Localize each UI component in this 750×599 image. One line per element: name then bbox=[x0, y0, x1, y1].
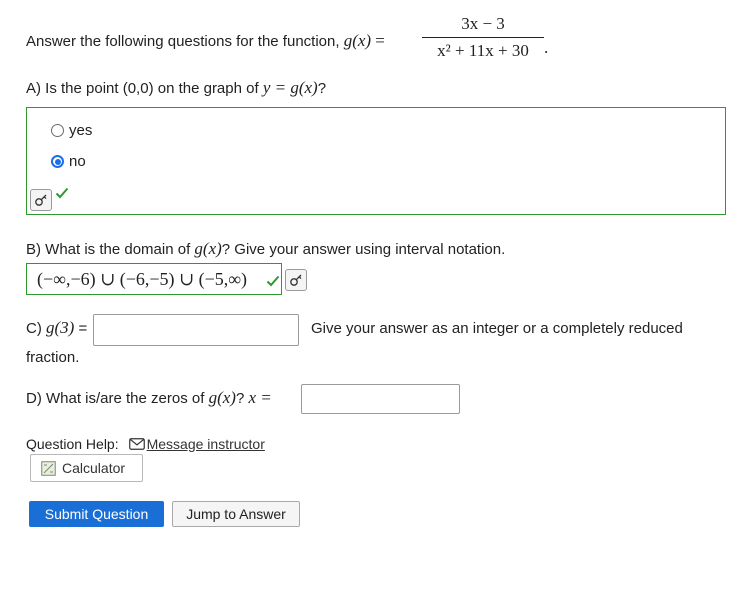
fraction-denominator: x² + 11x + 30 bbox=[437, 41, 529, 60]
partD-prefix: D) What is/are the zeros of bbox=[26, 390, 205, 407]
partB-suffix: ? Give your answer using interval notation. bbox=[221, 241, 506, 258]
partC-equals: = bbox=[78, 320, 88, 337]
question-intro bbox=[26, 31, 385, 51]
key-icon bbox=[33, 192, 49, 208]
partC-math: g(3) bbox=[46, 318, 75, 337]
partA-answer-box bbox=[26, 107, 726, 215]
calculator-icon bbox=[41, 461, 56, 476]
question-intro-text: Answer the following questions for the function, bbox=[26, 33, 340, 50]
partC-hint: Give your answer as an integer or a completely reduced bbox=[311, 320, 683, 337]
function-lhs: g(x) bbox=[343, 31, 372, 50]
submit-question-button[interactable]: Submit Question bbox=[29, 501, 164, 527]
partB-math: g(x) bbox=[194, 239, 222, 258]
partD-label bbox=[26, 388, 272, 408]
partC-answer-input[interactable] bbox=[93, 314, 299, 346]
partD-mid: ? bbox=[235, 390, 245, 407]
checkmark-icon bbox=[55, 187, 69, 199]
radio-yes[interactable] bbox=[51, 124, 64, 137]
partC-prefix: C) bbox=[26, 320, 42, 337]
partB-prefix: B) What is the domain of bbox=[26, 241, 191, 258]
partA-math: y = g(x) bbox=[262, 78, 318, 97]
partB-answer-value: (−∞,−6) ∪ (−6,−5) ∪ (−5,∞) bbox=[37, 268, 248, 289]
key-icon bbox=[288, 272, 304, 288]
partA-suffix: ? bbox=[317, 80, 327, 97]
checkmark-icon bbox=[266, 275, 280, 287]
partC-label bbox=[26, 318, 87, 338]
option-yes[interactable] bbox=[51, 122, 92, 139]
jump-to-answer-button[interactable]: Jump to Answer bbox=[172, 501, 300, 527]
question-help-label: Question Help: bbox=[26, 436, 119, 452]
calculator-button[interactable] bbox=[30, 454, 143, 482]
calculator-label: Calculator bbox=[62, 460, 126, 476]
function-equals: = bbox=[375, 31, 385, 50]
message-instructor-link[interactable]: Message instructor bbox=[146, 436, 265, 452]
option-yes-label: yes bbox=[69, 122, 93, 139]
partB-answer-field[interactable] bbox=[26, 263, 282, 295]
partB-question bbox=[26, 239, 505, 259]
option-no[interactable] bbox=[51, 153, 86, 170]
envelope-icon bbox=[129, 438, 145, 450]
partC-hint-continued: fraction. bbox=[26, 349, 80, 366]
fraction-terminator: . bbox=[544, 38, 549, 57]
partA-question bbox=[26, 78, 326, 98]
partD-math-x: x = bbox=[248, 388, 272, 407]
partA-prefix: A) Is the point (0,0) on the graph of bbox=[26, 80, 259, 97]
partA-key-button[interactable] bbox=[30, 189, 52, 211]
question-help bbox=[26, 436, 265, 452]
fraction-numerator: 3x − 3 bbox=[461, 14, 505, 33]
function-fraction bbox=[420, 14, 549, 61]
partD-math: g(x) bbox=[208, 388, 236, 407]
partA-correct-checkmark bbox=[55, 186, 69, 203]
partB-key-button[interactable] bbox=[285, 269, 307, 291]
partD-answer-input[interactable] bbox=[301, 384, 460, 414]
partB-correct-checkmark bbox=[266, 274, 280, 291]
option-no-label: no bbox=[69, 153, 86, 170]
radio-no[interactable] bbox=[51, 155, 64, 168]
